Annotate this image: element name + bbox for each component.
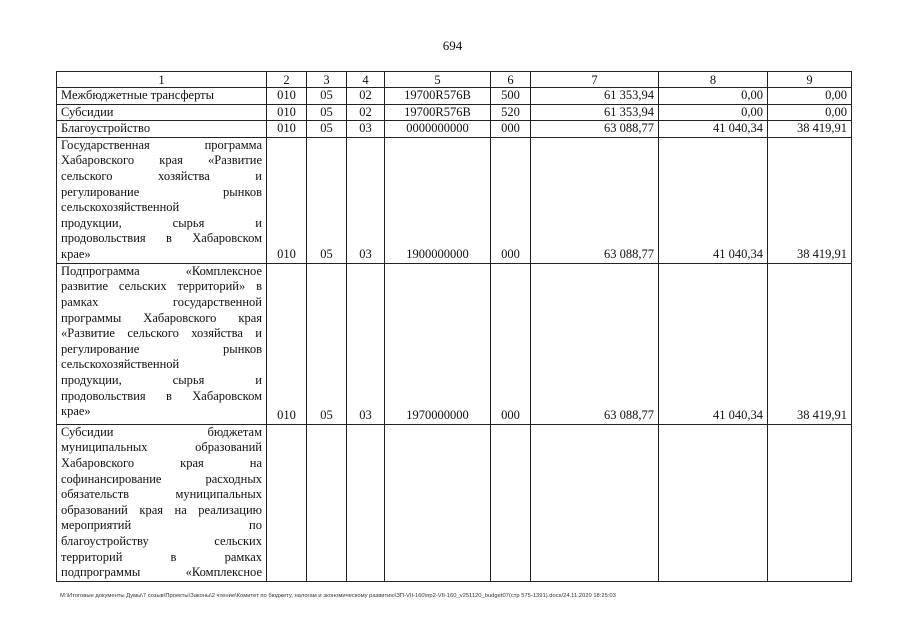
cell-amount-8	[659, 424, 768, 581]
cell-amount-8: 41 040,34	[659, 137, 768, 263]
column-header: 1	[57, 72, 267, 88]
row-name-line: развитие сельских территорий» в	[61, 279, 262, 294]
cell-subsection: 03	[347, 263, 385, 424]
row-name-line: муниципальных образований	[61, 440, 262, 455]
cell-ministry: 010	[267, 263, 307, 424]
table-row	[57, 263, 852, 424]
row-name-line: программы Хабаровского края	[61, 310, 262, 325]
cell-subsection: 03	[347, 137, 385, 263]
cell-subsection	[347, 424, 385, 581]
row-name-line: Благоустройство	[61, 121, 151, 136]
cell-ministry	[267, 424, 307, 581]
column-header: 7	[531, 72, 659, 88]
cell-subsection: 02	[347, 88, 385, 105]
cell-target-article	[385, 424, 491, 581]
row-name-line: софинансирование расходных	[61, 471, 262, 486]
row-name-line: рамках государственной	[61, 294, 262, 309]
cell-expense-type: 500	[491, 88, 531, 105]
column-header: 8	[659, 72, 768, 88]
cell-amount-7: 63 088,77	[531, 121, 659, 138]
row-name	[57, 424, 267, 581]
cell-ministry: 010	[267, 121, 307, 138]
row-name-line: Хабаровского края на	[61, 455, 262, 470]
row-name-line: благоустройству сельских	[61, 533, 262, 548]
cell-section: 05	[307, 263, 347, 424]
cell-amount-8: 41 040,34	[659, 263, 768, 424]
cell-section	[307, 424, 347, 581]
row-name-line: сельскохозяйственной	[61, 200, 180, 215]
cell-amount-7: 63 088,77	[531, 137, 659, 263]
row-name-line: регулирование рынков	[61, 341, 262, 356]
row-name-line: территорий в рамках	[61, 549, 262, 564]
cell-amount-7	[531, 424, 659, 581]
row-name-line: продукции, сырья и	[61, 215, 262, 230]
cell-ministry: 010	[267, 88, 307, 105]
row-name-line: сельского хозяйства и	[61, 168, 262, 183]
row-name	[57, 263, 267, 424]
column-header: 3	[307, 72, 347, 88]
row-name-line: крае»	[61, 404, 91, 419]
row-name	[57, 104, 267, 121]
row-name-line: крае»	[61, 246, 91, 261]
row-name-line: Межбюджетные трансферты	[61, 88, 215, 102]
row-name-line: обязательств муниципальных	[61, 487, 262, 502]
column-header: 2	[267, 72, 307, 88]
row-name	[57, 121, 267, 138]
cell-target-article: 1900000000	[385, 137, 491, 263]
cell-amount-7: 63 088,77	[531, 263, 659, 424]
cell-subsection: 03	[347, 121, 385, 138]
column-header: 6	[491, 72, 531, 88]
cell-amount-9: 38 419,91	[768, 263, 852, 424]
cell-section: 05	[307, 104, 347, 121]
cell-amount-9: 38 419,91	[768, 137, 852, 263]
cell-amount-9	[768, 424, 852, 581]
cell-amount-8: 0,00	[659, 104, 768, 121]
row-name-line: Субсидии	[61, 104, 114, 119]
cell-amount-7: 61 353,94	[531, 104, 659, 121]
table-row	[57, 104, 852, 121]
row-name-line: регулирование рынков	[61, 184, 262, 199]
cell-section: 05	[307, 88, 347, 105]
row-name	[57, 137, 267, 263]
row-name	[57, 88, 267, 105]
row-name-line: продукции, сырья и	[61, 372, 262, 387]
cell-target-article: 1970000000	[385, 263, 491, 424]
cell-target-article: 0000000000	[385, 121, 491, 138]
cell-target-article: 19700R576B	[385, 104, 491, 121]
cell-amount-9: 0,00	[768, 104, 852, 121]
cell-amount-7: 61 353,94	[531, 88, 659, 105]
budget-table	[56, 71, 852, 582]
cell-section: 05	[307, 137, 347, 263]
row-name-line: продовольствия в Хабаровском	[61, 231, 262, 246]
page-number: 694	[442, 38, 463, 53]
column-header: 9	[768, 72, 852, 88]
row-name-line: «Развитие сельского хозяйства и	[61, 326, 262, 341]
cell-expense-type: 000	[491, 263, 531, 424]
row-name-line: мероприятий по	[61, 518, 262, 533]
row-name-line: Государственная программа	[61, 137, 262, 152]
cell-ministry: 010	[267, 104, 307, 121]
row-name-line: Хабаровского края «Развитие	[61, 153, 262, 168]
cell-expense-type	[491, 424, 531, 581]
row-name-line: подпрограммы «Комплексное	[61, 565, 262, 580]
table-row	[57, 424, 852, 581]
row-name-line: Подпрограмма «Комплексное	[61, 263, 262, 278]
cell-expense-type: 000	[491, 121, 531, 138]
cell-expense-type: 520	[491, 104, 531, 121]
row-name-line: образований края на реализацию	[61, 502, 262, 517]
table-row	[57, 121, 852, 138]
column-header: 5	[385, 72, 491, 88]
row-name-line: продовольствия в Хабаровском	[61, 388, 262, 403]
cell-amount-9: 0,00	[768, 88, 852, 105]
cell-expense-type: 000	[491, 137, 531, 263]
cell-target-article: 19700R576B	[385, 88, 491, 105]
row-name-line: сельскохозяйственной	[61, 357, 180, 372]
cell-amount-8: 41 040,34	[659, 121, 768, 138]
table-row	[57, 137, 852, 263]
row-name-line: Субсидии бюджетам	[61, 424, 262, 439]
cell-subsection: 02	[347, 104, 385, 121]
cell-amount-9: 38 419,91	[768, 121, 852, 138]
table-header-row	[57, 72, 852, 88]
column-header: 4	[347, 72, 385, 88]
cell-amount-8: 0,00	[659, 88, 768, 105]
document-path-footer: М:\Итоговые документы Думы\7 созыв\Проекты\Законы\2 чтение\Комитет по бюджету, налогам и экономическому развитию\ЗП-VII-160\пр2-VII-160_v251120_budget07(стр 575-1391).docx/24.11.2020 18:25:03	[60, 593, 616, 599]
cell-ministry: 010	[267, 137, 307, 263]
table-row	[57, 88, 852, 105]
cell-section: 05	[307, 121, 347, 138]
